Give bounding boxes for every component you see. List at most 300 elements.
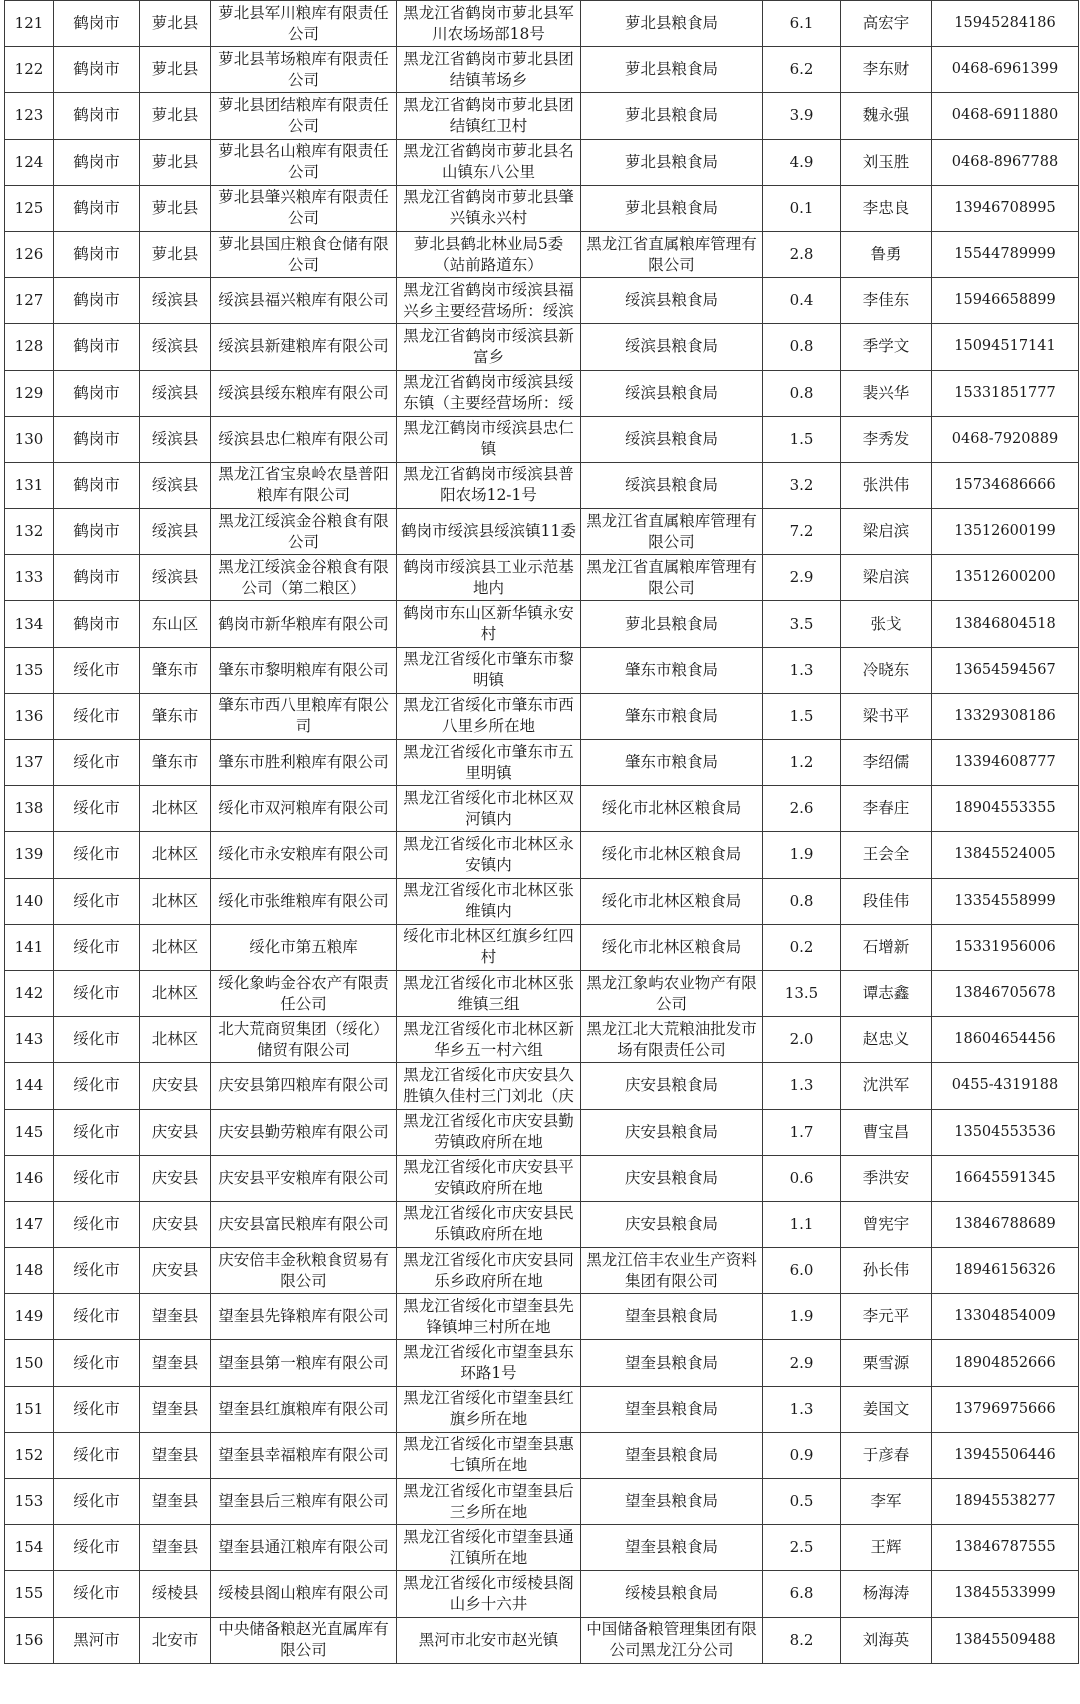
company-cell: 望奎县幸福粮库有限公司 — [211, 1432, 397, 1478]
phone-cell: 13512600199 — [932, 509, 1079, 555]
phone-cell: 0455-4319188 — [932, 1063, 1079, 1109]
row-number: 144 — [5, 1063, 54, 1109]
county-cell: 北林区 — [140, 970, 211, 1016]
phone-cell: 15945284186 — [932, 1, 1079, 47]
city-cell: 绥化市 — [54, 1201, 140, 1247]
quantity-cell: 4.9 — [763, 139, 841, 185]
quantity-cell: 0.6 — [763, 1155, 841, 1201]
city-cell: 绥化市 — [54, 1017, 140, 1063]
table-row — [5, 647, 1079, 693]
contact-cell: 魏永强 — [841, 93, 932, 139]
table-row — [5, 1571, 1079, 1617]
row-number: 139 — [5, 832, 54, 878]
county-cell: 萝北县 — [140, 1, 211, 47]
quantity-cell: 0.9 — [763, 1432, 841, 1478]
company-cell: 绥化市永安粮库有限公司 — [211, 832, 397, 878]
quantity-cell: 1.2 — [763, 740, 841, 786]
contact-cell: 鲁勇 — [841, 231, 932, 277]
table-row — [5, 1432, 1079, 1478]
table-row — [5, 1017, 1079, 1063]
county-cell: 肇东市 — [140, 647, 211, 693]
row-number: 135 — [5, 647, 54, 693]
quantity-cell: 1.3 — [763, 647, 841, 693]
row-number: 132 — [5, 509, 54, 555]
address-cell: 黑龙江省绥化市望奎县惠七镇所在地 — [397, 1432, 581, 1478]
quantity-cell: 3.2 — [763, 462, 841, 508]
quantity-cell: 6.1 — [763, 1, 841, 47]
contact-cell: 李秀发 — [841, 416, 932, 462]
county-cell: 绥滨县 — [140, 278, 211, 324]
table-row — [5, 1248, 1079, 1294]
address-cell: 黑龙江省绥化市望奎县红旗乡所在地 — [397, 1386, 581, 1432]
contact-cell: 梁启滨 — [841, 555, 932, 601]
city-cell: 绥化市 — [54, 1340, 140, 1386]
quantity-cell: 13.5 — [763, 970, 841, 1016]
authority-cell: 萝北县粮食局 — [581, 1, 763, 47]
county-cell: 绥滨县 — [140, 370, 211, 416]
city-cell: 鹤岗市 — [54, 370, 140, 416]
city-cell: 绥化市 — [54, 647, 140, 693]
contact-cell: 沈洪军 — [841, 1063, 932, 1109]
address-cell: 黑龙江省绥化市庆安县勤劳镇政府所在地 — [397, 1109, 581, 1155]
address-cell: 黑龙江省绥化市北林区张维镇三组 — [397, 970, 581, 1016]
contact-cell: 李东财 — [841, 47, 932, 93]
table-row — [5, 693, 1079, 739]
county-cell: 东山区 — [140, 601, 211, 647]
company-cell: 肇东市西八里粮库有限公司 — [211, 693, 397, 739]
phone-cell: 13354558999 — [932, 878, 1079, 924]
address-cell: 黑龙江省绥化市肇东市黎明镇 — [397, 647, 581, 693]
address-cell: 黑龙江省鹤岗市萝北县名山镇东八公里 — [397, 139, 581, 185]
address-cell: 黑龙江省鹤岗市萝北县团结镇苇场乡 — [397, 47, 581, 93]
row-number: 142 — [5, 970, 54, 1016]
company-cell: 萝北县团结粮库有限责任公司 — [211, 93, 397, 139]
company-cell: 黑龙江省宝泉岭农垦普阳粮库有限公司 — [211, 462, 397, 508]
table-row — [5, 324, 1079, 370]
row-number: 124 — [5, 139, 54, 185]
county-cell: 望奎县 — [140, 1340, 211, 1386]
row-number: 147 — [5, 1201, 54, 1247]
table-row — [5, 1294, 1079, 1340]
county-cell: 北林区 — [140, 924, 211, 970]
phone-cell: 18904852666 — [932, 1340, 1079, 1386]
county-cell: 肇东市 — [140, 693, 211, 739]
authority-cell: 绥滨县粮食局 — [581, 278, 763, 324]
table-row — [5, 740, 1079, 786]
phone-cell: 13654594567 — [932, 647, 1079, 693]
phone-cell: 13845524005 — [932, 832, 1079, 878]
row-number: 150 — [5, 1340, 54, 1386]
contact-cell: 李绍儒 — [841, 740, 932, 786]
authority-cell: 绥滨县粮食局 — [581, 370, 763, 416]
county-cell: 萝北县 — [140, 93, 211, 139]
authority-cell: 绥化市北林区粮食局 — [581, 924, 763, 970]
address-cell: 黑龙江省绥化市望奎县先锋镇坤三村所在地 — [397, 1294, 581, 1340]
quantity-cell: 1.3 — [763, 1063, 841, 1109]
city-cell: 绥化市 — [54, 740, 140, 786]
authority-cell: 庆安县粮食局 — [581, 1109, 763, 1155]
contact-cell: 梁启滨 — [841, 509, 932, 555]
authority-cell: 中国储备粮管理集团有限公司黑龙江分公司 — [581, 1617, 763, 1663]
city-cell: 绥化市 — [54, 1571, 140, 1617]
city-cell: 绥化市 — [54, 1432, 140, 1478]
table-row — [5, 93, 1079, 139]
row-number: 123 — [5, 93, 54, 139]
address-cell: 鹤岗市东山区新华镇永安村 — [397, 601, 581, 647]
table-row — [5, 1617, 1079, 1663]
company-cell: 黑龙江绥滨金谷粮食有限公司（第二粮区） — [211, 555, 397, 601]
contact-cell: 王辉 — [841, 1525, 932, 1571]
company-cell: 北大荒商贸集团（绥化）储贸有限公司 — [211, 1017, 397, 1063]
address-cell: 黑龙江省鹤岗市萝北县军川农场场部18号 — [397, 1, 581, 47]
quantity-cell: 0.5 — [763, 1479, 841, 1525]
authority-cell: 黑龙江象屿农业物产有限公司 — [581, 970, 763, 1016]
city-cell: 鹤岗市 — [54, 47, 140, 93]
row-number: 153 — [5, 1479, 54, 1525]
city-cell: 鹤岗市 — [54, 601, 140, 647]
quantity-cell: 1.9 — [763, 832, 841, 878]
company-cell: 庆安县富民粮库有限公司 — [211, 1201, 397, 1247]
quantity-cell: 7.2 — [763, 509, 841, 555]
company-cell: 萝北县国庄粮食仓储有限公司 — [211, 231, 397, 277]
company-cell: 望奎县红旗粮库有限公司 — [211, 1386, 397, 1432]
row-number: 149 — [5, 1294, 54, 1340]
address-cell: 黑龙江省绥化市望奎县东环路1号 — [397, 1340, 581, 1386]
row-number: 134 — [5, 601, 54, 647]
county-cell: 肇东市 — [140, 740, 211, 786]
authority-cell: 黑龙江省直属粮库管理有限公司 — [581, 555, 763, 601]
authority-cell: 黑龙江倍丰农业生产资料集团有限公司 — [581, 1248, 763, 1294]
contact-cell: 李佳东 — [841, 278, 932, 324]
authority-cell: 望奎县粮食局 — [581, 1432, 763, 1478]
city-cell: 绥化市 — [54, 924, 140, 970]
quantity-cell: 0.4 — [763, 278, 841, 324]
city-cell: 绥化市 — [54, 832, 140, 878]
city-cell: 绥化市 — [54, 1479, 140, 1525]
quantity-cell: 2.8 — [763, 231, 841, 277]
table-row — [5, 1386, 1079, 1432]
phone-cell: 13845533999 — [932, 1571, 1079, 1617]
company-cell: 绥滨县福兴粮库有限公司 — [211, 278, 397, 324]
address-cell: 绥化市北林区红旗乡红四村 — [397, 924, 581, 970]
contact-cell: 杨海涛 — [841, 1571, 932, 1617]
company-cell: 绥化市张维粮库有限公司 — [211, 878, 397, 924]
city-cell: 绥化市 — [54, 878, 140, 924]
quantity-cell: 0.8 — [763, 878, 841, 924]
row-number: 155 — [5, 1571, 54, 1617]
contact-cell: 季学文 — [841, 324, 932, 370]
table-row — [5, 832, 1079, 878]
city-cell: 绥化市 — [54, 1294, 140, 1340]
quantity-cell: 6.8 — [763, 1571, 841, 1617]
quantity-cell: 3.9 — [763, 93, 841, 139]
table-row — [5, 970, 1079, 1016]
city-cell: 绥化市 — [54, 693, 140, 739]
quantity-cell: 2.9 — [763, 1340, 841, 1386]
quantity-cell: 2.6 — [763, 786, 841, 832]
phone-cell: 13845509488 — [932, 1617, 1079, 1663]
county-cell: 绥滨县 — [140, 509, 211, 555]
county-cell: 庆安县 — [140, 1201, 211, 1247]
contact-cell: 裴兴华 — [841, 370, 932, 416]
address-cell: 黑龙江省绥化市望奎县通江镇所在地 — [397, 1525, 581, 1571]
table-row — [5, 1109, 1079, 1155]
county-cell: 北林区 — [140, 786, 211, 832]
row-number: 156 — [5, 1617, 54, 1663]
row-number: 152 — [5, 1432, 54, 1478]
company-cell: 望奎县第一粮库有限公司 — [211, 1340, 397, 1386]
company-cell: 鹤岗市新华粮库有限公司 — [211, 601, 397, 647]
contact-cell: 姜国文 — [841, 1386, 932, 1432]
address-cell: 黑龙江省绥化市北林区新华乡五一村六组 — [397, 1017, 581, 1063]
company-cell: 庆安县勤劳粮库有限公司 — [211, 1109, 397, 1155]
quantity-cell: 2.9 — [763, 555, 841, 601]
contact-cell: 段佳伟 — [841, 878, 932, 924]
address-cell: 黑龙江省鹤岗市萝北县肇兴镇永兴村 — [397, 185, 581, 231]
company-cell: 绥化市双河粮库有限公司 — [211, 786, 397, 832]
authority-cell: 望奎县粮食局 — [581, 1294, 763, 1340]
phone-cell: 15094517141 — [932, 324, 1079, 370]
company-cell: 望奎县先锋粮库有限公司 — [211, 1294, 397, 1340]
table-row — [5, 1479, 1079, 1525]
phone-cell: 13329308186 — [932, 693, 1079, 739]
table-row — [5, 1201, 1079, 1247]
authority-cell: 黑龙江省直属粮库管理有限公司 — [581, 509, 763, 555]
county-cell: 北林区 — [140, 1017, 211, 1063]
city-cell: 鹤岗市 — [54, 1, 140, 47]
authority-cell: 萝北县粮食局 — [581, 185, 763, 231]
quantity-cell: 1.5 — [763, 416, 841, 462]
city-cell: 鹤岗市 — [54, 231, 140, 277]
row-number: 131 — [5, 462, 54, 508]
address-cell: 黑龙江省鹤岗市绥滨县福兴乡主要经营场所：绥滨 — [397, 278, 581, 324]
county-cell: 萝北县 — [140, 47, 211, 93]
table-row — [5, 1155, 1079, 1201]
phone-cell: 13946708995 — [932, 185, 1079, 231]
city-cell: 绥化市 — [54, 970, 140, 1016]
company-cell: 绥滨县忠仁粮库有限公司 — [211, 416, 397, 462]
row-number: 154 — [5, 1525, 54, 1571]
contact-cell: 刘玉胜 — [841, 139, 932, 185]
quantity-cell: 1.7 — [763, 1109, 841, 1155]
authority-cell: 望奎县粮食局 — [581, 1340, 763, 1386]
contact-cell: 李元平 — [841, 1294, 932, 1340]
row-number: 128 — [5, 324, 54, 370]
authority-cell: 绥滨县粮食局 — [581, 462, 763, 508]
county-cell: 庆安县 — [140, 1109, 211, 1155]
city-cell: 鹤岗市 — [54, 185, 140, 231]
city-cell: 绥化市 — [54, 1063, 140, 1109]
county-cell: 绥滨县 — [140, 324, 211, 370]
city-cell: 鹤岗市 — [54, 324, 140, 370]
authority-cell: 萝北县粮食局 — [581, 93, 763, 139]
quantity-cell: 6.2 — [763, 47, 841, 93]
county-cell: 庆安县 — [140, 1248, 211, 1294]
phone-cell: 18945538277 — [932, 1479, 1079, 1525]
contact-cell: 李春庄 — [841, 786, 932, 832]
table-row — [5, 462, 1079, 508]
row-number: 127 — [5, 278, 54, 324]
city-cell: 绥化市 — [54, 1248, 140, 1294]
quantity-cell: 6.0 — [763, 1248, 841, 1294]
table-row — [5, 231, 1079, 277]
phone-cell: 0468-8967788 — [932, 139, 1079, 185]
county-cell: 绥滨县 — [140, 555, 211, 601]
quantity-cell: 8.2 — [763, 1617, 841, 1663]
company-cell: 绥滨县新建粮库有限公司 — [211, 324, 397, 370]
authority-cell: 绥化市北林区粮食局 — [581, 878, 763, 924]
address-cell: 黑龙江省绥化市肇东市西八里乡所在地 — [397, 693, 581, 739]
table-row — [5, 786, 1079, 832]
phone-cell: 15331956006 — [932, 924, 1079, 970]
city-cell: 黑河市 — [54, 1617, 140, 1663]
row-number: 148 — [5, 1248, 54, 1294]
phone-cell: 15734686666 — [932, 462, 1079, 508]
row-number: 137 — [5, 740, 54, 786]
county-cell: 绥滨县 — [140, 462, 211, 508]
city-cell: 绥化市 — [54, 1155, 140, 1201]
table-row — [5, 185, 1079, 231]
county-cell: 望奎县 — [140, 1479, 211, 1525]
contact-cell: 李忠良 — [841, 185, 932, 231]
authority-cell: 萝北县粮食局 — [581, 47, 763, 93]
address-cell: 黑龙江省绥化市望奎县后三乡所在地 — [397, 1479, 581, 1525]
city-cell: 鹤岗市 — [54, 555, 140, 601]
city-cell: 鹤岗市 — [54, 416, 140, 462]
address-cell: 黑龙江省绥化市北林区张维镇内 — [397, 878, 581, 924]
address-cell: 黑龙江省鹤岗市绥滨县绥东镇（主要经营场所：绥 — [397, 370, 581, 416]
company-cell: 萝北县苇场粮库有限责任公司 — [211, 47, 397, 93]
company-cell: 黑龙江绥滨金谷粮食有限公司 — [211, 509, 397, 555]
county-cell: 庆安县 — [140, 1063, 211, 1109]
county-cell: 北林区 — [140, 832, 211, 878]
quantity-cell: 2.5 — [763, 1525, 841, 1571]
row-number: 138 — [5, 786, 54, 832]
phone-cell: 16645591345 — [932, 1155, 1079, 1201]
city-cell: 鹤岗市 — [54, 509, 140, 555]
contact-cell: 孙长伟 — [841, 1248, 932, 1294]
company-cell: 绥滨县绥东粮库有限公司 — [211, 370, 397, 416]
contact-cell: 谭志鑫 — [841, 970, 932, 1016]
table-row — [5, 1, 1079, 47]
contact-cell: 于彦春 — [841, 1432, 932, 1478]
county-cell: 庆安县 — [140, 1155, 211, 1201]
quantity-cell: 3.5 — [763, 601, 841, 647]
table-row — [5, 139, 1079, 185]
address-cell: 黑龙江省鹤岗市绥滨县新富乡 — [397, 324, 581, 370]
authority-cell: 庆安县粮食局 — [581, 1155, 763, 1201]
quantity-cell: 0.8 — [763, 324, 841, 370]
quantity-cell: 1.5 — [763, 693, 841, 739]
county-cell: 望奎县 — [140, 1294, 211, 1340]
company-cell: 望奎县通江粮库有限公司 — [211, 1525, 397, 1571]
authority-cell: 绥滨县粮食局 — [581, 416, 763, 462]
authority-cell: 望奎县粮食局 — [581, 1479, 763, 1525]
company-cell: 望奎县后三粮库有限公司 — [211, 1479, 397, 1525]
authority-cell: 萝北县粮食局 — [581, 601, 763, 647]
contact-cell: 刘海英 — [841, 1617, 932, 1663]
phone-cell: 18904553355 — [932, 786, 1079, 832]
city-cell: 鹤岗市 — [54, 93, 140, 139]
county-cell: 萝北县 — [140, 139, 211, 185]
phone-cell: 13796975666 — [932, 1386, 1079, 1432]
contact-cell: 曾宪宇 — [841, 1201, 932, 1247]
phone-cell: 13846705678 — [932, 970, 1079, 1016]
contact-cell: 季洪安 — [841, 1155, 932, 1201]
contact-cell: 石增新 — [841, 924, 932, 970]
address-cell: 黑龙江省绥化市绥棱县阁山乡十六井 — [397, 1571, 581, 1617]
authority-cell: 绥棱县粮食局 — [581, 1571, 763, 1617]
row-number: 129 — [5, 370, 54, 416]
authority-cell: 庆安县粮食局 — [581, 1063, 763, 1109]
contact-cell: 冷晓东 — [841, 647, 932, 693]
phone-cell: 15331851777 — [932, 370, 1079, 416]
row-number: 136 — [5, 693, 54, 739]
phone-cell: 0468-6961399 — [932, 47, 1079, 93]
row-number: 140 — [5, 878, 54, 924]
company-cell: 庆安倍丰金秋粮食贸易有限公司 — [211, 1248, 397, 1294]
authority-cell: 庆安县粮食局 — [581, 1201, 763, 1247]
address-cell: 黑龙江省鹤岗市萝北县团结镇红卫村 — [397, 93, 581, 139]
row-number: 122 — [5, 47, 54, 93]
authority-cell: 萝北县粮食局 — [581, 139, 763, 185]
city-cell: 绥化市 — [54, 1525, 140, 1571]
quantity-cell: 1.1 — [763, 1201, 841, 1247]
county-cell: 萝北县 — [140, 231, 211, 277]
row-number: 125 — [5, 185, 54, 231]
company-cell: 肇东市胜利粮库有限公司 — [211, 740, 397, 786]
address-cell: 黑河市北安市赵光镇 — [397, 1617, 581, 1663]
address-cell: 黑龙江省绥化市庆安县民乐镇政府所在地 — [397, 1201, 581, 1247]
address-cell: 黑龙江省鹤岗市绥滨县普阳农场12-1号 — [397, 462, 581, 508]
table-row — [5, 278, 1079, 324]
city-cell: 鹤岗市 — [54, 139, 140, 185]
company-cell: 绥棱县阁山粮库有限公司 — [211, 1571, 397, 1617]
company-cell: 中央储备粮赵光直属库有限公司 — [211, 1617, 397, 1663]
county-cell: 望奎县 — [140, 1432, 211, 1478]
authority-cell: 肇东市粮食局 — [581, 647, 763, 693]
phone-cell: 13304854009 — [932, 1294, 1079, 1340]
quantity-cell: 1.9 — [763, 1294, 841, 1340]
company-cell: 庆安县第四粮库有限公司 — [211, 1063, 397, 1109]
address-cell: 黑龙江省绥化市庆安县同乐乡政府所在地 — [397, 1248, 581, 1294]
row-number: 133 — [5, 555, 54, 601]
row-number: 145 — [5, 1109, 54, 1155]
quantity-cell: 2.0 — [763, 1017, 841, 1063]
row-number: 126 — [5, 231, 54, 277]
county-cell: 北安市 — [140, 1617, 211, 1663]
contact-cell: 曹宝昌 — [841, 1109, 932, 1155]
company-cell: 萝北县名山粮库有限责任公司 — [211, 139, 397, 185]
quantity-cell: 1.3 — [763, 1386, 841, 1432]
county-cell: 萝北县 — [140, 185, 211, 231]
company-cell: 绥化市第五粮库 — [211, 924, 397, 970]
county-cell: 望奎县 — [140, 1525, 211, 1571]
authority-cell: 望奎县粮食局 — [581, 1386, 763, 1432]
city-cell: 绥化市 — [54, 786, 140, 832]
quantity-cell: 0.2 — [763, 924, 841, 970]
authority-cell: 黑龙江省直属粮库管理有限公司 — [581, 231, 763, 277]
row-number: 130 — [5, 416, 54, 462]
quantity-cell: 0.1 — [763, 185, 841, 231]
table-row — [5, 47, 1079, 93]
company-cell: 庆安县平安粮库有限公司 — [211, 1155, 397, 1201]
contact-cell: 王会全 — [841, 832, 932, 878]
address-cell: 鹤岗市绥滨县工业示范基地内 — [397, 555, 581, 601]
city-cell: 鹤岗市 — [54, 278, 140, 324]
contact-cell: 张洪伟 — [841, 462, 932, 508]
county-cell: 北林区 — [140, 878, 211, 924]
